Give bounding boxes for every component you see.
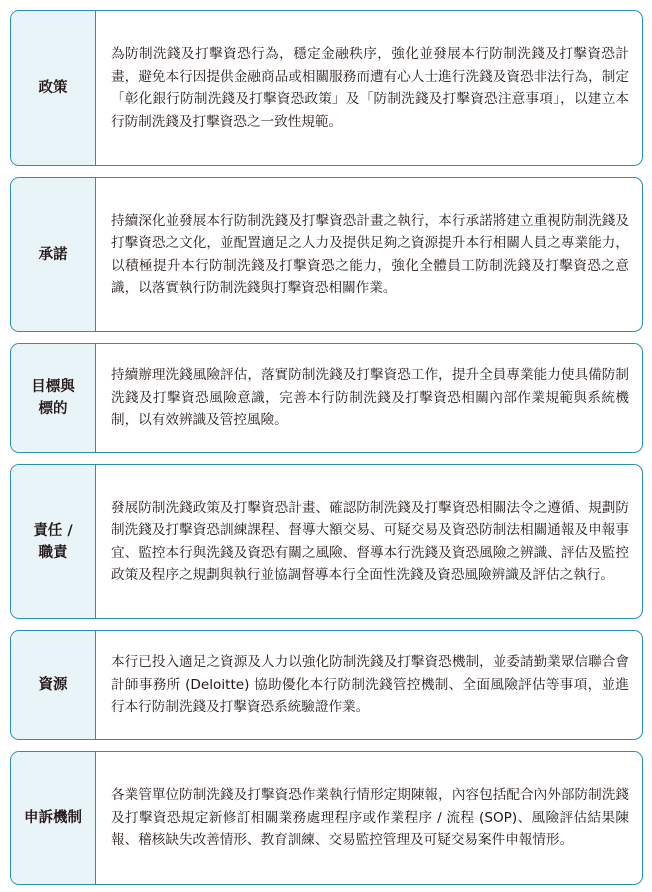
row-label: 目標與 標的 xyxy=(31,379,75,417)
row-responsibility xyxy=(10,464,643,619)
row-label: 資源 xyxy=(38,677,68,693)
row-label-cell xyxy=(11,344,96,452)
row-text: 發展防制洗錢政策及打擊資恐計畫、確認防制洗錢及打擊資恐相關法令之遵循、規劃防制洗錢及打擊資恐訓練課程、督導大額交易、可疑交易及資恐防制法相關通報及申報事宜、監控本行與洗錢及資恐有關之風險、督導本行洗錢及資恐風險之辨識、評估及監控政策及程序之規劃與執行並協調督導本行全面性洗錢及資恐風險辨識及評估之執行。 xyxy=(111,499,629,583)
row-text: 本行已投入適足之資源及人力以強化防制洗錢及打擊資恐機制，並委請勤業眾信聯合會計師事務所 (Deloitte) 協助優化本行防制洗錢管控機制、全面風險評估等事項，並進行本行防制洗錢及打擊資恐系統驗證作業。 xyxy=(111,654,629,716)
row-label: 責任 / 職責 xyxy=(33,522,73,561)
row-label-cell xyxy=(11,465,96,618)
row-grievance xyxy=(10,751,643,885)
row-text: 持續深化並發展本行防制洗錢及打擊資恐計畫之執行，本行承諾將建立重視防制洗錢及打擊資恐之文化，並配置適足之人力及提供足夠之資源提升本行相關人員之專業能力，以積極提升本行防制洗錢及打擊資恐之能力，強化全體員工防制洗錢及打擊資恐之意識，以落實執行防制洗錢與打擊資恐相關作業。 xyxy=(111,212,629,296)
row-label-cell xyxy=(11,752,96,884)
row-label: 申訴機制 xyxy=(24,810,82,826)
row-text: 持續辦理洗錢風險評估，落實防制洗錢及打擊資恐工作，提升全員專業能力使具備防制洗錢及打擊資恐風險意識，完善本行防制洗錢及打擊資恐相關內部作業規範與系統機制，以有效辨識及管控風險。 xyxy=(111,367,629,429)
row-resources xyxy=(10,630,643,740)
row-goals xyxy=(10,343,643,453)
row-content-cell xyxy=(96,631,642,739)
row-content-cell xyxy=(96,11,642,165)
row-label: 承諾 xyxy=(38,246,68,263)
row-content-cell xyxy=(96,465,642,618)
row-policy xyxy=(10,10,643,166)
row-content-cell xyxy=(96,344,642,452)
row-text: 為防制洗錢及打擊資恐行為，穩定金融秩序，強化並發展本行防制洗錢及打擊資恐計畫，避免本行因提供金融商品或相關服務而遭有心人士進行洗錢及資恐非法行為，制定「彰化銀行防制洗錢及打擊資恐政策」及「防制洗錢及打擊資恐注意事項」，以建立本行防制洗錢及打擊資恐之一致性規範。 xyxy=(111,46,629,130)
row-content-cell xyxy=(96,178,642,331)
row-label-cell xyxy=(11,178,96,331)
row-text: 各業管單位防制洗錢及打擊資恐作業執行情形定期陳報，內容包括配合內外部防制洗錢及打擊資恐規定新修訂相關業務處理程序或作業程序 / 流程 (SOP)、風險評估結果陳報、稽核缺失改善情形、教育訓練、交易監控管理及可疑交易案件申報情形。 xyxy=(111,787,629,849)
row-label-cell xyxy=(11,11,96,165)
row-label-cell xyxy=(11,631,96,739)
row-content-cell xyxy=(96,752,642,884)
row-label: 政策 xyxy=(38,80,68,96)
row-commitment xyxy=(10,177,643,332)
